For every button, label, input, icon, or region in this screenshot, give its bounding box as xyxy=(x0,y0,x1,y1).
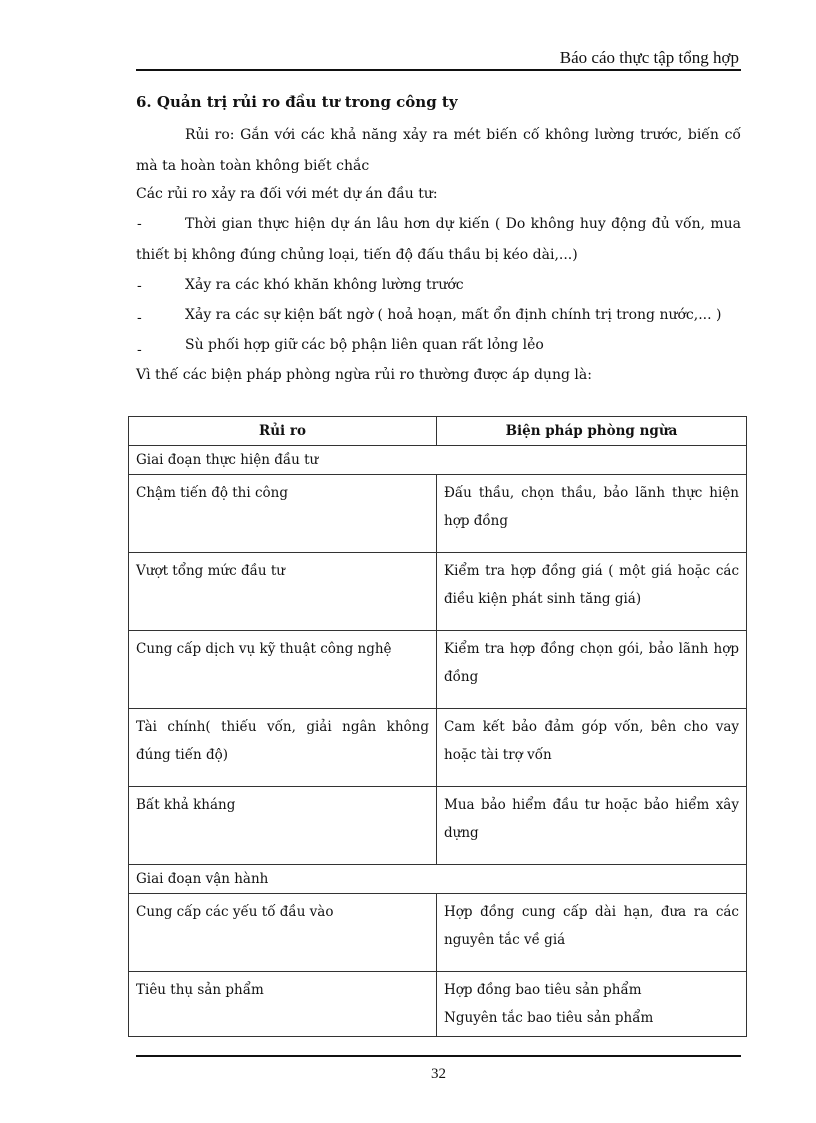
bullet-dash-4: - xyxy=(137,342,142,358)
measure-cell: Kiểm tra hợp đồng chọn gói, bảo lãnh hợp đồng xyxy=(437,631,747,709)
table-row xyxy=(129,894,747,972)
risk-cell: Tài chính( thiếu vốn, giải ngân không đúng tiến độ) xyxy=(129,709,437,787)
measure-cell: Đấu thầu, chọn thầu, bảo lãnh thực hiện hợp đồng xyxy=(437,475,747,553)
risk-measures-table xyxy=(128,416,747,1037)
header-measure: Biện pháp phòng ngừa xyxy=(437,417,747,446)
measure-line: Hợp đồng bao tiêu sản phẩm xyxy=(444,982,642,998)
phase-label: Giai đoạn thực hiện đầu tư xyxy=(129,446,747,475)
bullet-dash-2: - xyxy=(137,278,142,294)
bullet-1-line-2: thiết bị không đúng chủng loại, tiến độ đấu thầu bị kéo dài,...) xyxy=(136,247,578,263)
risk-cell: Tiêu thụ sản phẩm xyxy=(129,972,437,1037)
measure-cell: Cam kết bảo đảm góp vốn, bên cho vay hoặc tài trợ vốn xyxy=(437,709,747,787)
table-row xyxy=(129,553,747,631)
measure-line: Nguyên tắc bao tiêu sản phẩm xyxy=(444,1010,654,1026)
section-title: 6. Quản trị rủi ro đầu tư trong công ty xyxy=(136,93,458,111)
measure-cell: Mua bảo hiểm đầu tư hoặc bảo hiểm xây dựng xyxy=(437,787,747,865)
table-row xyxy=(129,972,747,1037)
table-row xyxy=(129,787,747,865)
bullet-4: Sù phối hợp giữ các bộ phận liên quan rất lỏng lẻo xyxy=(185,337,544,353)
definition-line-1: Rủi ro: Gắn với các khả năng xảy ra mét biến cố không lường trước, biến cố xyxy=(185,127,741,143)
table-header-row xyxy=(129,417,747,446)
measure-cell: Kiểm tra hợp đồng giá ( một giá hoặc các điều kiện phát sinh tăng giá) xyxy=(437,553,747,631)
phase-row xyxy=(129,865,747,894)
bullet-3: Xảy ra các sự kiện bất ngờ ( hoả hoạn, mất ổn định chính trị trong nước,... ) xyxy=(185,307,722,323)
risk-cell: Cung cấp các yếu tố đầu vào xyxy=(129,894,437,972)
header-risk: Rủi ro xyxy=(129,417,437,446)
header-title: Báo cáo thực tập tổng hợp xyxy=(559,48,739,67)
footer-divider xyxy=(136,1055,741,1057)
bullet-dash-3: - xyxy=(137,310,142,326)
measure-cell: Hợp đồng cung cấp dài hạn, đưa ra các nguyên tắc về giá xyxy=(437,894,747,972)
conclusion-text: Vì thế các biện pháp phòng ngừa rủi ro thường được áp dụng là: xyxy=(136,367,592,383)
risk-cell: Vượt tổng mức đầu tư xyxy=(129,553,437,631)
phase-label: Giai đoạn vận hành xyxy=(129,865,747,894)
risk-cell: Chậm tiến độ thi công xyxy=(129,475,437,553)
definition-line-2: mà ta hoàn toàn không biết chắc xyxy=(136,158,370,174)
measure-cell xyxy=(437,972,747,1037)
table-row xyxy=(129,475,747,553)
table-row xyxy=(129,709,747,787)
table-row xyxy=(129,631,747,709)
bullet-dash-1: - xyxy=(137,216,142,232)
bullet-1-line-1: Thời gian thực hiện dự án lâu hơn dự kiến ( Do không huy động đủ vốn, mua xyxy=(185,216,741,232)
risk-cell: Cung cấp dịch vụ kỹ thuật công nghệ xyxy=(129,631,437,709)
header-divider xyxy=(136,69,741,71)
phase-row xyxy=(129,446,747,475)
page-number: 32 xyxy=(431,1066,446,1082)
bullet-2: Xảy ra các khó khăn không lường trước xyxy=(185,277,464,293)
risk-cell: Bất khả kháng xyxy=(129,787,437,865)
intro-text: Các rủi ro xảy ra đối với mét dự án đầu tư: xyxy=(136,186,438,202)
